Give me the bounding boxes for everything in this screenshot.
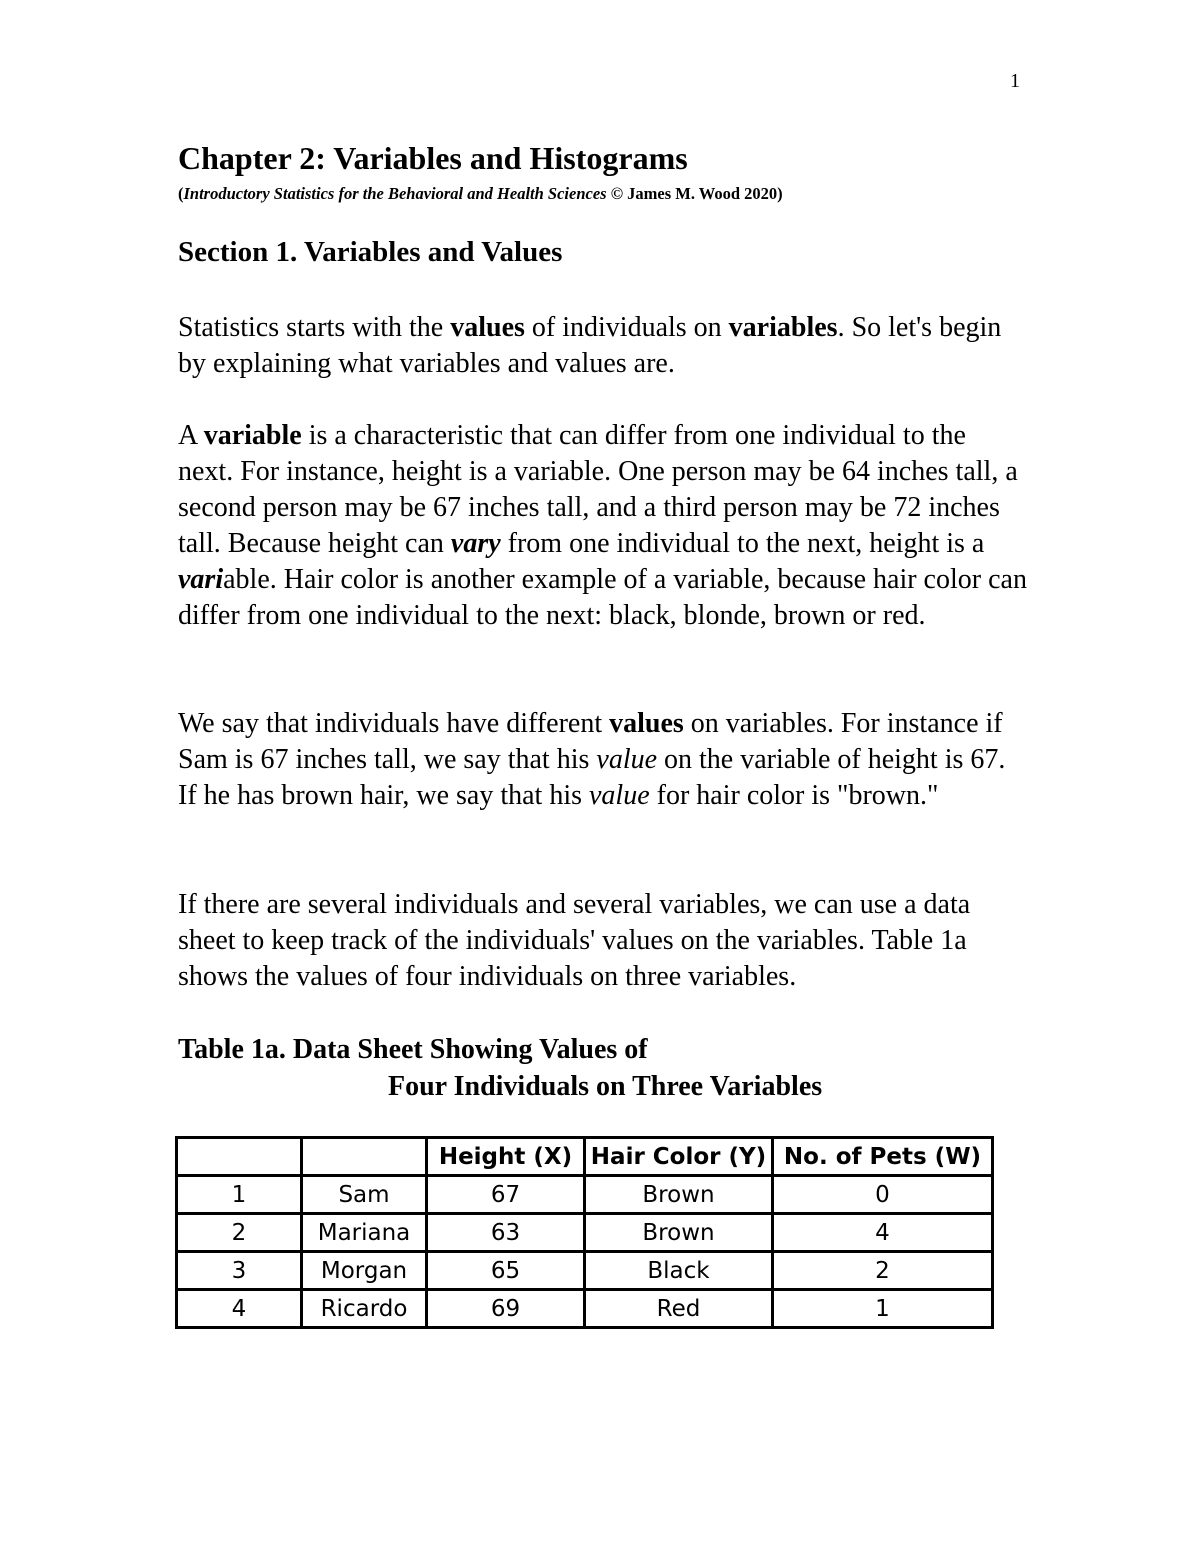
data-sheet-table (175, 1136, 994, 1329)
subtitle-open: ( (178, 184, 184, 203)
table-cell: Ricardo (302, 1290, 427, 1328)
table-cell: 1 (773, 1290, 993, 1328)
chapter-title: Chapter 2: Variables and Histograms (178, 140, 688, 176)
paragraph-2: A variable is a characteristic that can differ from one individual to the next. For instance, height is a variable. One person may be 64 inches tall, a second person may be 67 inches tall, and a third person may be 72 inches tall. Because height can vary from one individual to the next, height is a variable. Hair color is another example of a variable, because hair color can differ from one individual to the next: black, blonde, brown or red. (178, 420, 1027, 631)
paragraph-3: We say that individuals have different values on variables. For instance if Sam is 67 inches tall, we say that his value on the variable of height is 67. If he has brown hair, we say that his value for hair color is "brown." (178, 708, 1006, 811)
table-row (177, 1252, 993, 1290)
subtitle-credit: © James M. Wood 2020) (606, 184, 783, 203)
table-cell: Red (585, 1290, 773, 1328)
header-cell (302, 1138, 427, 1176)
table-cell: Brown (585, 1214, 773, 1252)
table-row (177, 1214, 993, 1252)
table-cell: Mariana (302, 1214, 427, 1252)
table-row (177, 1176, 993, 1214)
table-cell: 4 (177, 1290, 302, 1328)
table-cell: 1 (177, 1176, 302, 1214)
paragraph-4: If there are several individuals and several variables, we can use a data sheet to keep track of the individuals' values on the variables. Table 1a shows the values of four individuals on three variables. (178, 889, 971, 992)
page-number: 1 (1010, 70, 1020, 92)
table-cell: 0 (773, 1176, 993, 1214)
header-cell-height: Height (X) (427, 1138, 585, 1176)
table-caption (178, 1031, 822, 1105)
table-cell: Brown (585, 1176, 773, 1214)
header-cell-hair-color: Hair Color (Y) (585, 1138, 773, 1176)
table-header-row (177, 1138, 993, 1176)
subtitle (178, 184, 783, 204)
book-title: Introductory Statistics for the Behavioral and Health Sciences (183, 184, 607, 203)
paragraph-1: Statistics starts with the values of individuals on variables. So let's begin by explaining what variables and values are. (178, 312, 1002, 379)
table-cell: 69 (427, 1290, 585, 1328)
table-caption-line-1: Table 1a. Data Sheet Showing Values of (178, 1034, 648, 1065)
table-cell: 63 (427, 1214, 585, 1252)
table-cell: Morgan (302, 1252, 427, 1290)
table-cell: 65 (427, 1252, 585, 1290)
table-cell: 3 (177, 1252, 302, 1290)
table-cell: Sam (302, 1176, 427, 1214)
table-caption-line-2: Four Individuals on Three Variables (388, 1071, 823, 1102)
table-row (177, 1290, 993, 1328)
table-cell: 2 (177, 1214, 302, 1252)
table-cell: 67 (427, 1176, 585, 1214)
table-cell: 2 (773, 1252, 993, 1290)
table-cell: Black (585, 1252, 773, 1290)
table-cell: 4 (773, 1214, 993, 1252)
header-cell (177, 1138, 302, 1176)
section-title: Section 1. Variables and Values (178, 236, 563, 268)
header-cell-pets: No. of Pets (W) (773, 1138, 993, 1176)
